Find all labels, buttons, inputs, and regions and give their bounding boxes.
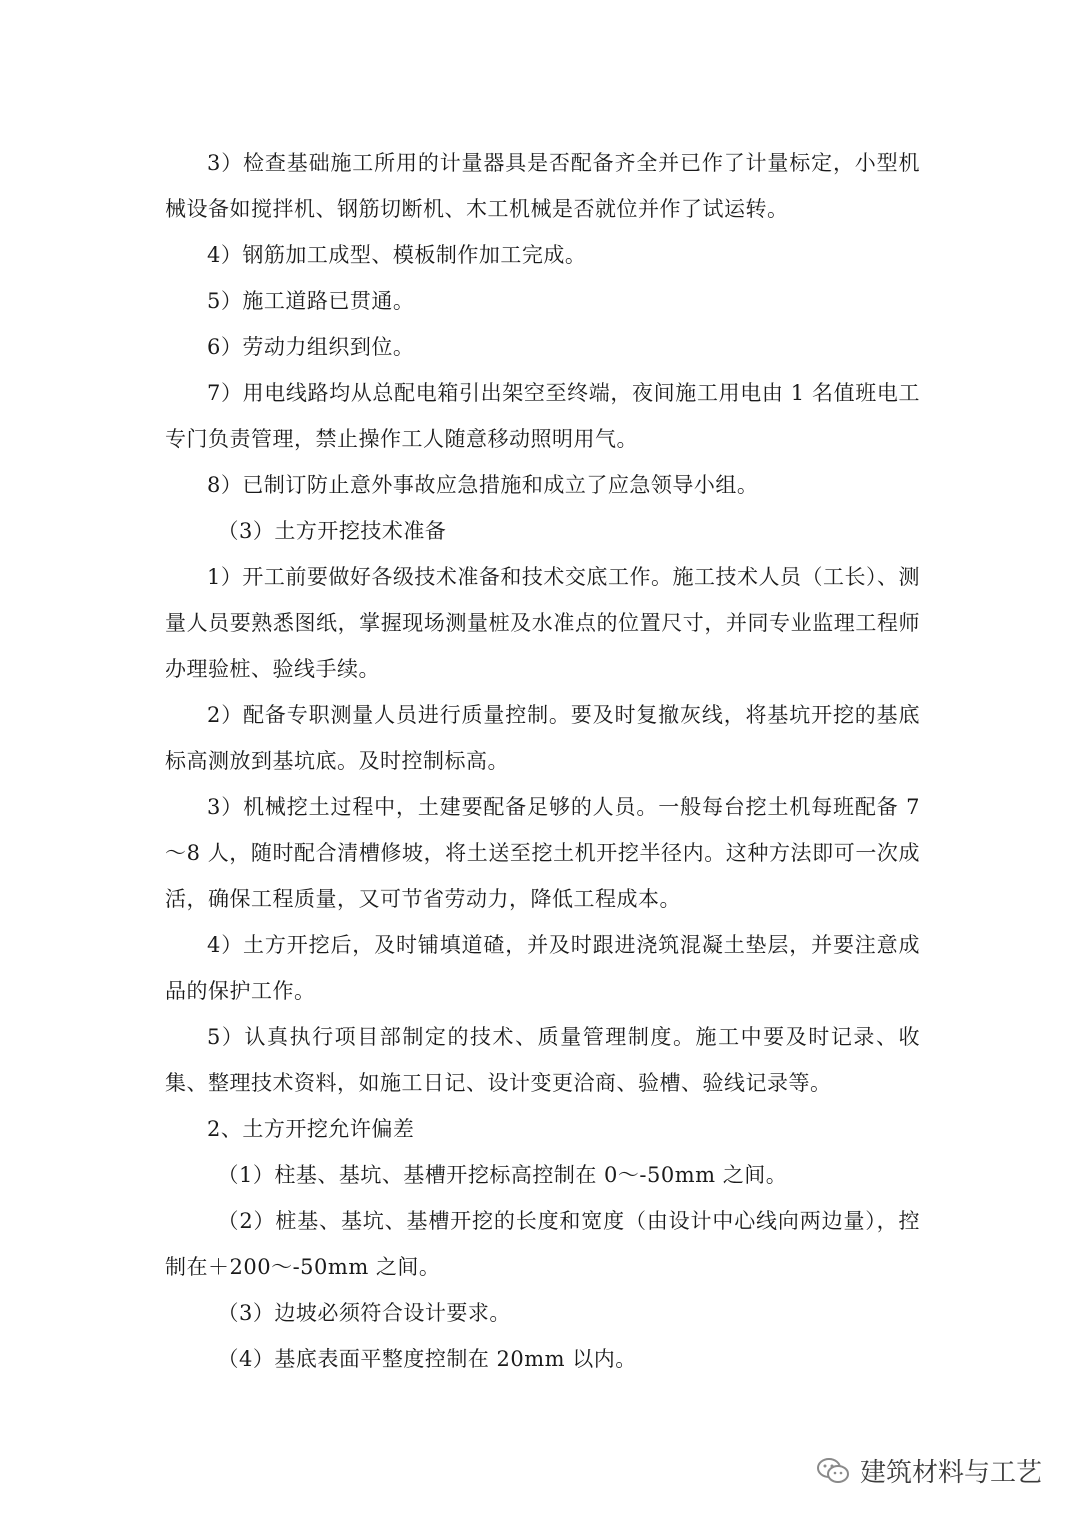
- tolerance-3-slope: （3）边坡必须符合设计要求。: [217, 1301, 511, 1325]
- paragraph-3-excavation: 3）机械挖土过程中，土建要配备足够的人员。一般每台挖土机每班配备 7～8 人，随时配合清槽修坡，将土送至挖土机开挖半径内。这种方法即可一次成活，确保工程质量，又可节省劳动力，降低工程成本。: [165, 795, 920, 911]
- paragraph-5-records: 5）认真执行项目部制定的技术、质量管理制度。施工中要及时记录、收集、整理技术资料，如施工日记、设计变更洽商、验槽、验线记录等。: [165, 1025, 920, 1095]
- tolerance-4-flatness: （4）基底表面平整度控制在 20mm 以内。: [217, 1347, 637, 1371]
- paragraph-2-survey: 2）配备专职测量人员进行质量控制。要及时复撤灰线，将基坑开挖的基底标高测放到基坑底。及时控制标高。: [165, 703, 920, 773]
- tolerance-2-length-width: （2）桩基、基坑、基槽开挖的长度和宽度（由设计中心线向两边量），控制在＋200～-50mm 之间。: [165, 1209, 920, 1279]
- paragraph-7-power: 7）用电线路均从总配电箱引出架空至终端，夜间施工用电由 1 名值班电工专门负责管理，禁止操作工人随意移动照明用气。: [165, 381, 920, 451]
- paragraph-3-measuring: 3）检查基础施工所用的计量器具是否配备齐全并已作了计量标定，小型机械设备如搅拌机、钢筋切断机、木工机械是否就位并作了试运转。: [165, 151, 920, 221]
- wechat-icon: [816, 1456, 850, 1486]
- tolerance-1-elevation: （1）柱基、基坑、基槽开挖标高控制在 0～-50mm 之间。: [217, 1163, 788, 1187]
- paragraph-4-cushion: 4）土方开挖后，及时铺填道碴，并及时跟进浇筑混凝土垫层，并要注意成品的保护工作。: [165, 933, 920, 1003]
- paragraph-4-rebar: 4）钢筋加工成型、模板制作加工完成。: [207, 243, 587, 267]
- section-heading-tolerance: 2、土方开挖允许偏差: [207, 1117, 415, 1141]
- paragraph-5-road: 5）施工道路已贯通。: [207, 289, 415, 313]
- watermark: [816, 1452, 1042, 1489]
- paragraph-1-tech-prep: 1）开工前要做好各级技术准备和技术交底工作。施工技术人员（工长）、测量人员要熟悉图纸，掌握现场测量桩及水准点的位置尺寸，并同专业监理工程师办理验桩、验线手续。: [165, 565, 920, 681]
- document-body: [165, 140, 920, 1382]
- section-heading-earthwork-tech: （3）土方开挖技术准备: [217, 519, 447, 543]
- watermark-text: 建筑材料与工艺: [859, 1458, 1042, 1488]
- paragraph-8-emergency: 8）已制订防止意外事故应急措施和成立了应急领导小组。: [207, 473, 759, 497]
- paragraph-6-labor: 6）劳动力组织到位。: [207, 335, 415, 359]
